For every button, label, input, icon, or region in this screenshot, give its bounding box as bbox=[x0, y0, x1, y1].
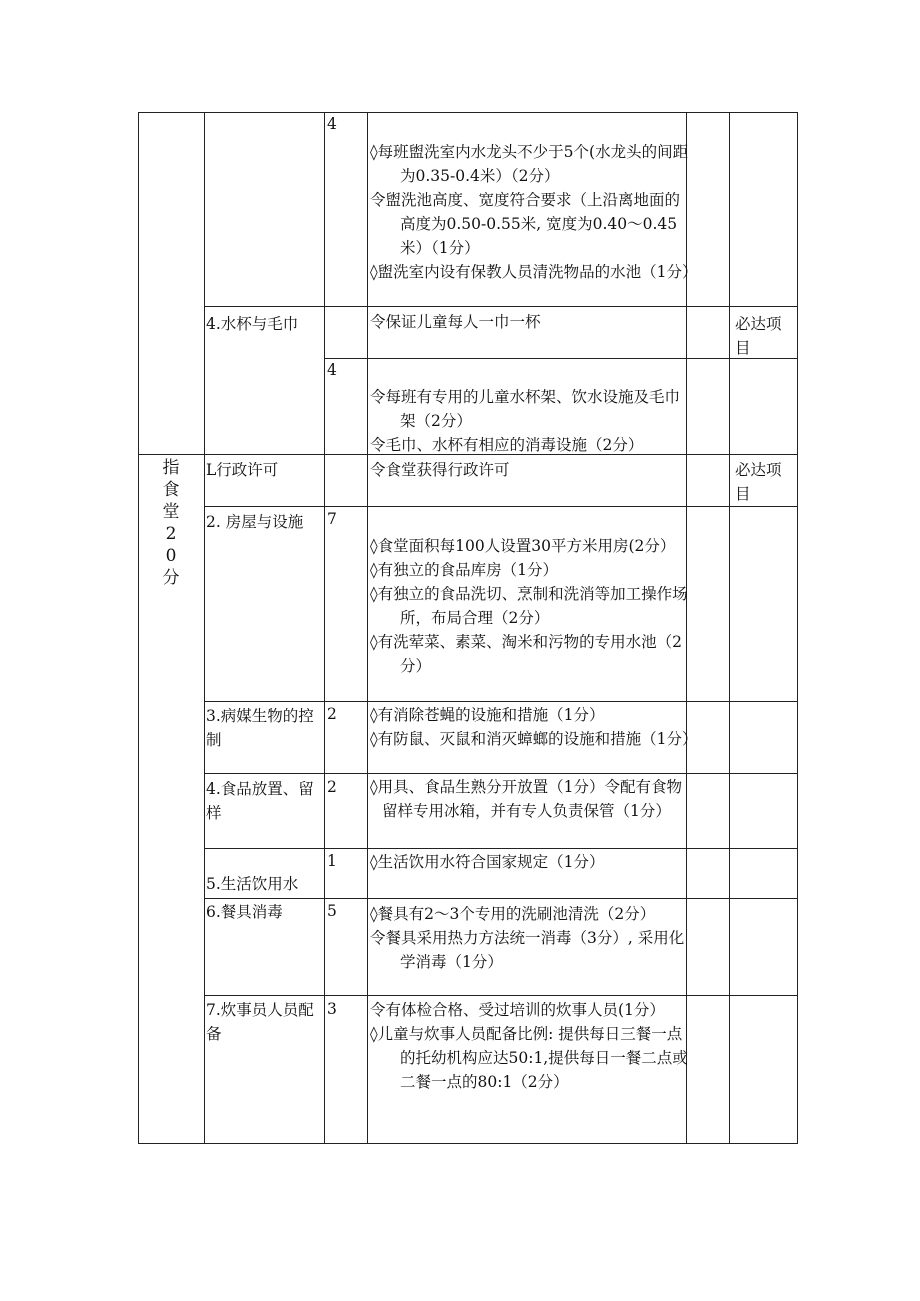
grid-line bbox=[204, 306, 798, 307]
row-criteria: 令每班有专用的儿童水杯架、饮水设施及毛巾架（2分） 令毛巾、水杯有相应的消毒设施（2分） bbox=[370, 388, 681, 454]
grid-line bbox=[367, 112, 368, 1144]
row-criteria: ◊生活饮用水符合国家规定（1分） bbox=[370, 853, 605, 871]
grid-line bbox=[204, 506, 798, 507]
evaluation-table bbox=[138, 112, 798, 1144]
row-item: 5.生活饮用水 bbox=[206, 875, 299, 893]
grid-line bbox=[324, 358, 798, 359]
row-criteria: ◊有消除苍蝇的设施和措施（1分） ◊有防鼠、灭鼠和消灭蟑螂的设施和措施（1分） bbox=[370, 706, 698, 748]
grid-line bbox=[204, 848, 798, 849]
grid-line bbox=[204, 898, 798, 899]
grid-line bbox=[729, 112, 730, 1144]
row-item: 6.餐具消毒 bbox=[206, 903, 283, 921]
row-item: 7.炊事员人员配备 bbox=[206, 1001, 314, 1043]
row-score: 7 bbox=[327, 510, 337, 528]
grid-line bbox=[204, 701, 798, 702]
category-label: 指 食 堂 2 0 分 bbox=[162, 458, 180, 588]
row-score: 4 bbox=[327, 115, 337, 133]
row-criteria: 令保证儿童每人一巾一杯 bbox=[370, 313, 541, 331]
row-score: 1 bbox=[327, 852, 337, 870]
row-criteria: 令食堂获得行政许可 bbox=[370, 461, 510, 479]
row-item: 2. 房屋与设施 bbox=[206, 513, 304, 531]
required-flag: 必达项目 bbox=[735, 315, 782, 357]
row-score: 2 bbox=[327, 705, 337, 723]
row-score: 2 bbox=[327, 778, 337, 796]
grid-line bbox=[138, 112, 798, 113]
grid-line bbox=[138, 1143, 798, 1144]
grid-line bbox=[797, 112, 798, 1144]
grid-line bbox=[324, 112, 325, 1144]
grid-line bbox=[204, 995, 798, 996]
row-score: 4 bbox=[327, 361, 337, 379]
grid-line bbox=[138, 112, 139, 1144]
row-criteria: 令有体检合格、受过培训的炊事人员(1分） ◊儿童与炊事人员配备比例: 提供每日三餐一点的托幼机构应达50:1,提供每日一餐二点或二餐一点的80:1（2分） bbox=[370, 1001, 688, 1091]
row-item: 3.病媒生物的控制 bbox=[206, 707, 314, 749]
row-criteria: ◊每班盥洗室内水龙头不少于5个(水龙头的间距为0.35-0.4米）（2分） 令盥洗池高度、宽度符合要求（上沿离地面的高度为0.50-0.55米, 宽度为0.40～0.45米）（1分） ◊盥洗室内设有保教人员清洗物品的水池（1分） bbox=[370, 143, 698, 281]
grid-line bbox=[204, 773, 798, 774]
required-flag: 必达项目 bbox=[735, 461, 782, 503]
row-criteria: ◊食堂面积每100人设置30平方米用房(2分） ◊有独立的食品库房（1分） ◊有独立的食品洗切、烹制和洗消等加工操作场所，布局合理（2分） ◊有洗荤菜、素菜、淘米和污物的专用水池（2分） bbox=[370, 537, 688, 675]
row-item: L行政许可 bbox=[206, 461, 279, 479]
row-score: 3 bbox=[327, 1000, 337, 1018]
row-item: 4.食品放置、留样 bbox=[206, 780, 314, 822]
row-score: 5 bbox=[327, 902, 337, 920]
row-item: 4.水杯与毛巾 bbox=[206, 315, 299, 333]
row-criteria: ◊餐具有2～3个专用的洗刷池清洗（2分） 令餐具采用热力方法统一消毒（3分）, 采用化学消毒（1分） bbox=[370, 905, 685, 971]
row-criteria: ◊用具、食品生熟分开放置（1分）令配有食物留样专用冰箱，并有专人负责保管（1分） bbox=[370, 778, 683, 820]
grid-line bbox=[204, 112, 205, 1144]
